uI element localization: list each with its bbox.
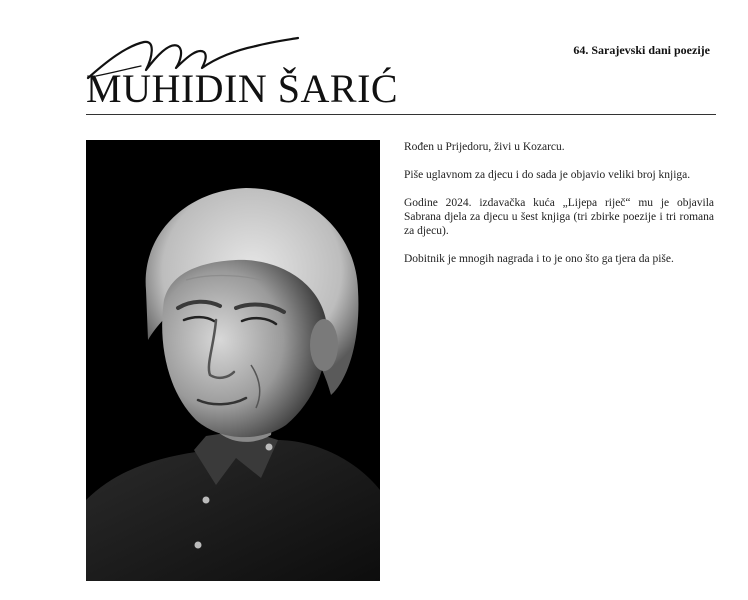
bio-paragraph-collected-works: Godine 2024. izdavačka kuća „Lijepa riječ“ mu je objavila Sabrana djela za djecu u šest knjiga (tri zbirke poezije i tri romana za djecu). [404, 197, 714, 237]
bio-paragraph-awards: Dobitnik je mnogih nagrada i to je ono što ga tjera da piše. [404, 253, 674, 265]
bio-paragraph-birthplace: Rođen u Prijedoru, živi u Kozarcu. [404, 141, 565, 153]
bio-paragraph-writing: Piše uglavnom za djecu i do sada je objavio veliki broj knjiga. [404, 169, 691, 181]
portrait-photo [86, 140, 380, 581]
header-divider [86, 114, 716, 115]
bio-text [404, 140, 714, 280]
event-title: 64. Sarajevski dani poezije [573, 43, 710, 57]
author-name: MUHIDIN ŠARIĆ [86, 66, 399, 111]
